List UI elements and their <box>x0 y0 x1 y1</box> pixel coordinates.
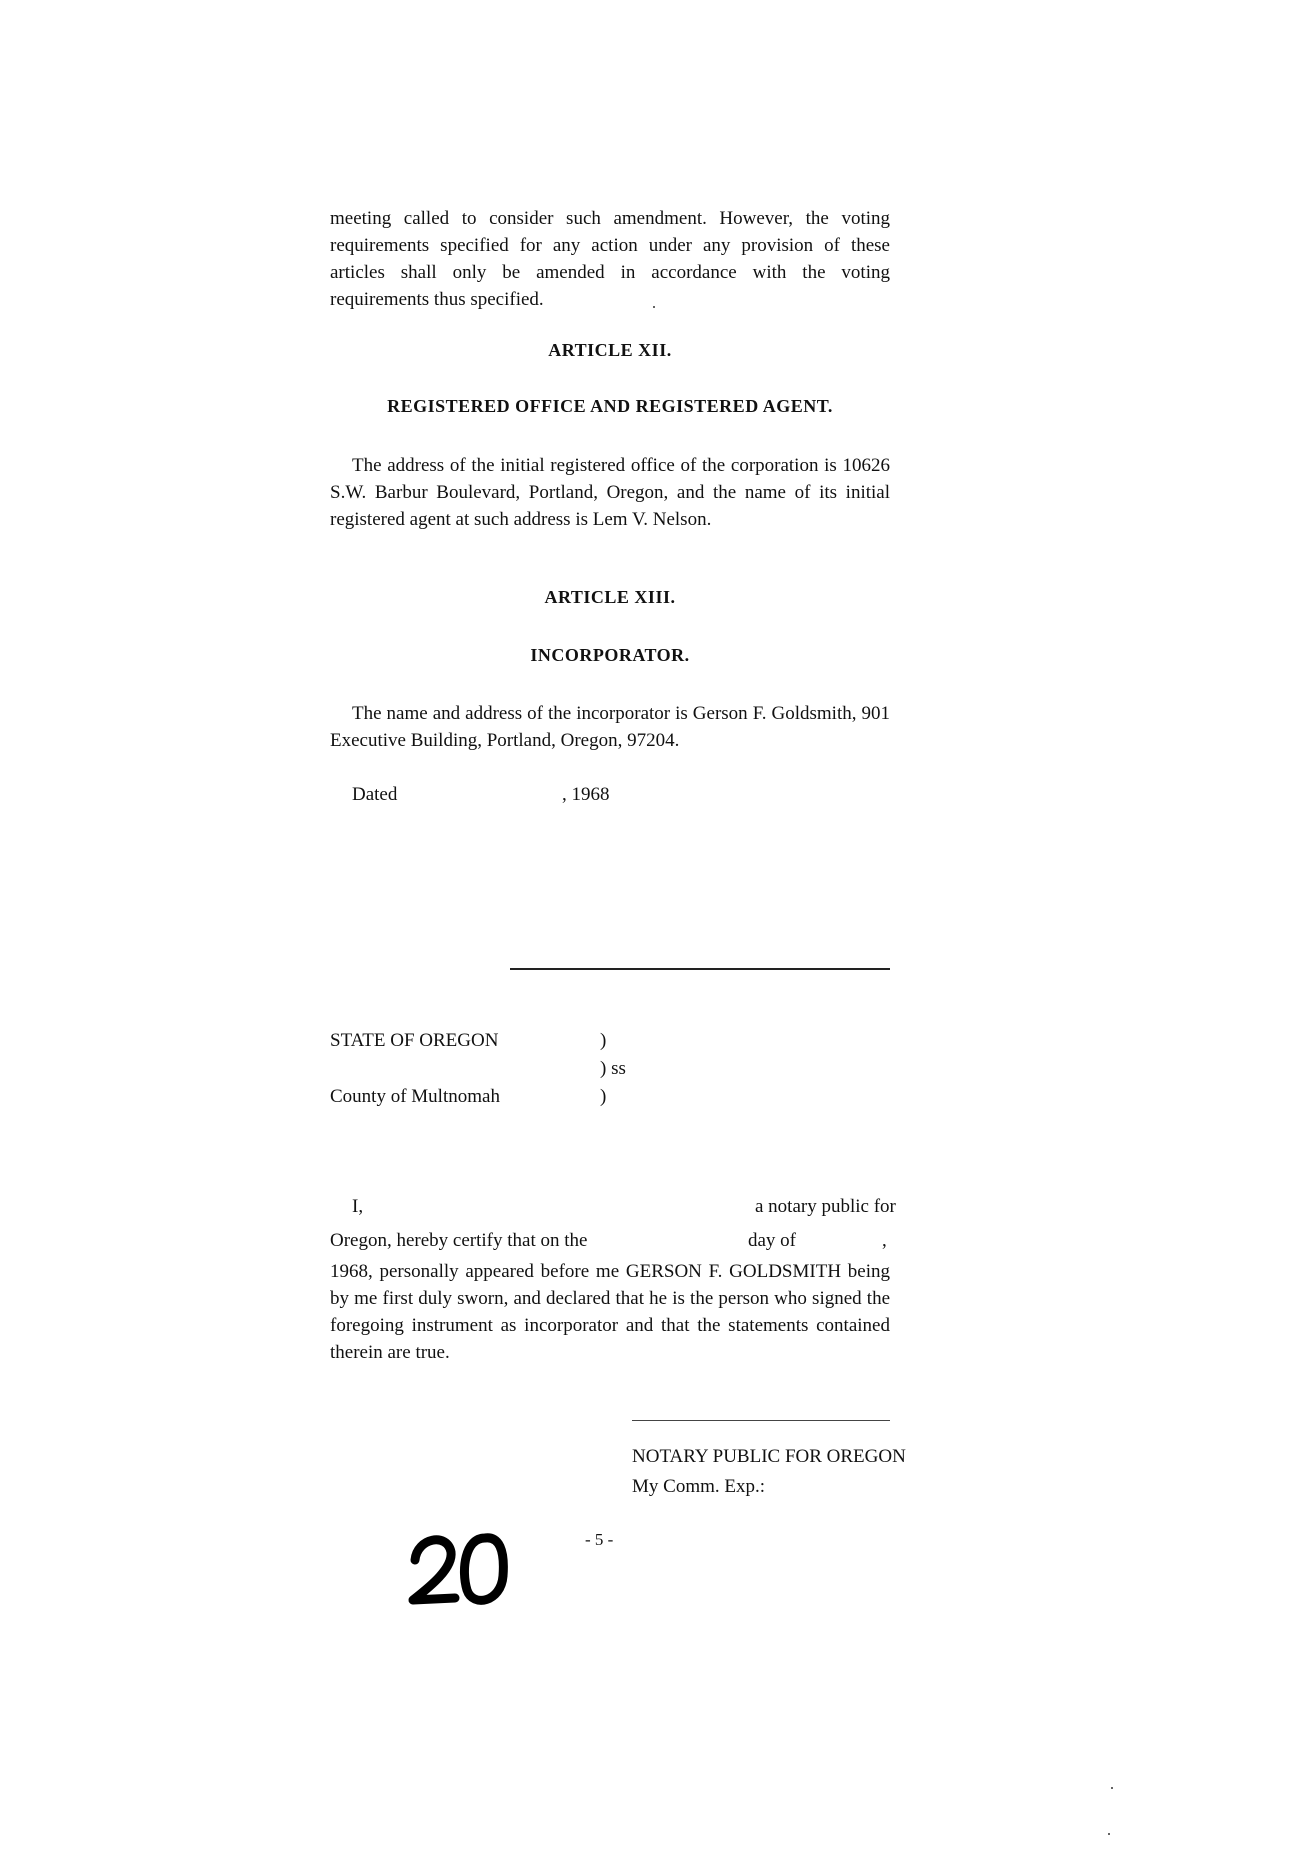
notary-signature-line <box>632 1420 890 1421</box>
venue-county: County of Multnomah <box>330 1086 500 1107</box>
speck <box>653 306 655 308</box>
venue-bracket-ss: ) ss <box>600 1058 626 1079</box>
venue-bracket-top: ) <box>600 1030 607 1051</box>
notary-commission: My Comm. Exp.: <box>632 1476 766 1497</box>
article-12-title: REGISTERED OFFICE AND REGISTERED AGENT. <box>387 396 833 416</box>
notary-body: 1968, personally appeared before me GERSON F. GOLDSMITH being by me first duly sworn, and declared that he is the person who signed the foregoing instrument as incorporator and that the statements contained therein are true. <box>330 1261 890 1363</box>
incorporator-signature-line <box>510 968 890 970</box>
page-number: - 5 - <box>585 1530 614 1549</box>
notary-title: NOTARY PUBLIC FOR OREGON <box>632 1446 906 1467</box>
article-13-title: INCORPORATOR. <box>530 645 690 665</box>
notary-day-of: day of <box>748 1230 797 1251</box>
article-13-body: The name and address of the incorporator is Gerson F. Goldsmith, 901 Executive Building, Portland, Oregon, 97204. <box>330 703 890 751</box>
article-13-number: ARTICLE XIII. <box>544 587 676 607</box>
intro-paragraph: meeting called to consider such amendment. However, the voting requirements specified for any action under any provision of these articles shall only be amended in accordance with the voting requirements thus specified. <box>330 208 890 310</box>
notary-i: I, <box>352 1196 364 1217</box>
venue-bracket-bottom: ) <box>600 1086 607 1107</box>
speck <box>1108 1833 1110 1835</box>
dated-year: , 1968 <box>562 784 610 805</box>
notary-for-label: a notary public for <box>755 1196 896 1217</box>
article-12-body: The address of the initial registered office of the corporation is 10626 S.W. Barbur Boulevard, Portland, Oregon, and the name of its initial registered agent at such address is Lem V. Nelson. <box>330 455 890 530</box>
notary-comma: , <box>882 1230 887 1251</box>
notary-certify-text: Oregon, hereby certify that on the <box>330 1230 588 1251</box>
handwritten-page-mark <box>403 1520 513 1610</box>
venue-state: STATE OF OREGON <box>330 1030 499 1051</box>
article-12-number: ARTICLE XII. <box>548 340 672 360</box>
speck <box>1111 1787 1113 1789</box>
dated-label: Dated <box>352 784 398 805</box>
